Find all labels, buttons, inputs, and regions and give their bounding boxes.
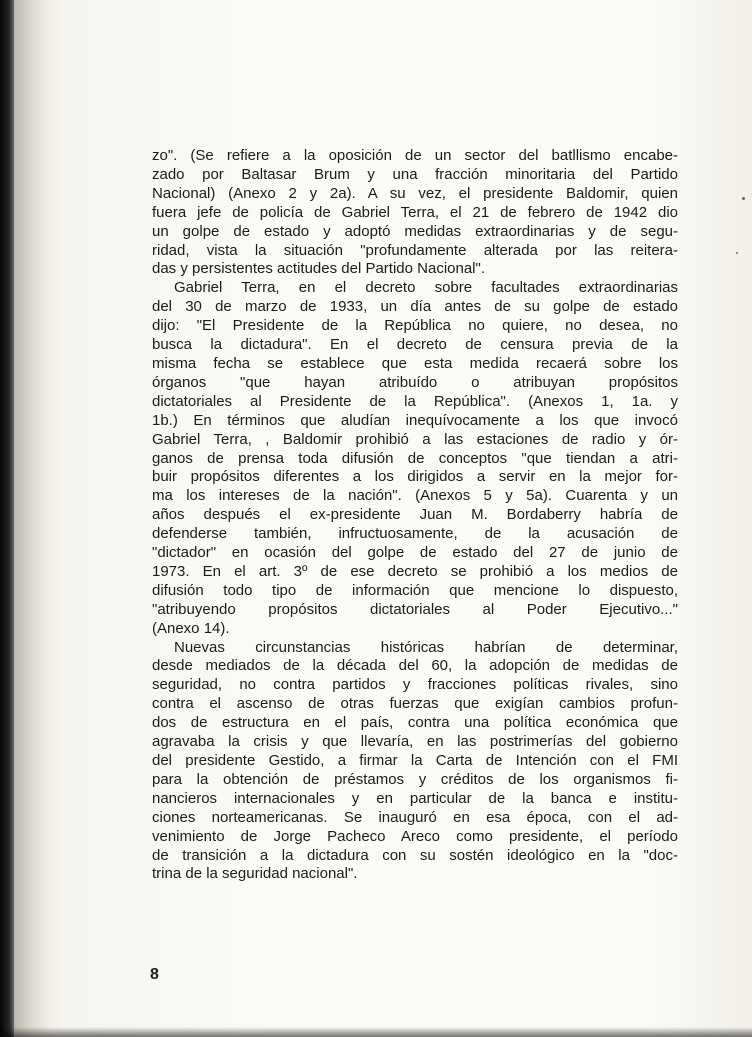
text-line: Nuevas circunstancias históricas habrían de determinar, (174, 638, 678, 656)
text-line: ridad, vista la situación "profundamente alterada por las reitera- (152, 241, 678, 259)
text-line: misma fecha se establece que esta medida recaerá sobre los (152, 354, 678, 372)
text-line: desde mediados de la década del 60, la adopción de medidas de (152, 657, 678, 675)
text-line: dos de estructura en el país, contra una política económica que (152, 714, 678, 732)
text-line: dictatoriales al Presidente de la República". (Anexos 1, 1a. y (152, 392, 678, 410)
text-line: zo". (Se refiere a la oposición de un sector del batllismo encabe- (152, 147, 678, 164)
scan-bottom-shadow (0, 1027, 752, 1037)
page-number: 8 (150, 966, 159, 983)
text-line: venimiento de Jorge Pacheco Areco como presidente, el período (152, 827, 678, 845)
text-line: años después el ex-presidente Juan M. Bordaberry habría de (152, 506, 678, 524)
text-line: dijo: "El Presidente de la República no quiere, no desea, no (152, 317, 678, 335)
book-binding-shadow (0, 0, 14, 1037)
text-line: difusión todo tipo de información que mencione lo dispuesto, (152, 581, 678, 599)
body-text (152, 147, 678, 884)
text-line: trina de la seguridad nacional". (152, 865, 358, 883)
text-line: un golpe de estado y adoptó medidas extraordinarias y de segu- (152, 222, 678, 240)
text-line: seguridad, no contra partidos y fracciones políticas rivales, sino (152, 676, 678, 694)
text-line: nancieros internacionales y en particular de la banca e institu- (152, 789, 678, 807)
text-line: ciones norteamericanas. Se inauguró en esa época, con el ad- (152, 808, 678, 826)
text-line: de transición a la dictadura con su sostén ideológico en la "doc- (152, 846, 678, 864)
text-line: fuera jefe de policía de Gabriel Terra, el 21 de febrero de 1942 dio (152, 203, 678, 221)
text-line: ganos de prensa toda difusión de conceptos "que tiendan a atri- (152, 449, 678, 467)
text-line: órganos "que hayan atribuído o atribuyan propósitos (152, 373, 678, 391)
text-line: (Anexo 14). (152, 619, 230, 637)
text-line: zado por Baltasar Brum y una fracción minoritaria del Partido (152, 165, 678, 183)
text-line: 1b.) En términos que aludían inequívocamente a los que invocó (152, 411, 678, 429)
text-line: Gabriel Terra, en el decreto sobre facultades extraordinarias (174, 279, 678, 297)
text-line: del 30 de marzo de 1933, un día antes de su golpe de estado (152, 298, 678, 316)
text-line: para la obtención de préstamos y créditos de los organismos fi- (152, 770, 678, 788)
text-line: defenderse también, infructuosamente, de la acusación de (152, 525, 678, 543)
text-line: 1973. En el art. 3º de ese decreto se prohibió a los medios de (152, 562, 678, 580)
text-line: del presidente Gestido, a firmar la Carta de Intención con el FMI (152, 752, 678, 769)
previous-page-edge (14, 0, 67, 1037)
text-line: das y persistentes actitudes del Partido Nacional". (152, 260, 486, 278)
text-line: busca la dictadura". En el decreto de censura previa de la (152, 336, 678, 354)
text-line: "dictador" en ocasión del golpe de estado del 27 de junio de (152, 544, 678, 562)
text-line: contra el ascenso de otras fuerzas que exigían cambios profun- (152, 695, 678, 713)
paper-speck (742, 197, 745, 200)
text-line: buir propósitos diferentes a los dirigidos a servir en la mejor for- (152, 468, 678, 486)
text-line: ma los intereses de la nación". (Anexos 5 y 5a). Cuarenta y un (152, 487, 678, 505)
text-line: "atribuyendo propósitos dictatoriales al Poder Ejecutivo..." (152, 600, 678, 618)
text-line: Nacional) (Anexo 2 y 2a). A su vez, el presidente Baldomir, quien (152, 184, 678, 202)
paper-speck (736, 252, 738, 254)
text-line: agravaba la crisis y que llevaría, en las postrimerías del gobierno (152, 733, 678, 751)
text-line: Gabriel Terra, , Baldomir prohibió a las estaciones de radio y ór- (152, 430, 678, 448)
